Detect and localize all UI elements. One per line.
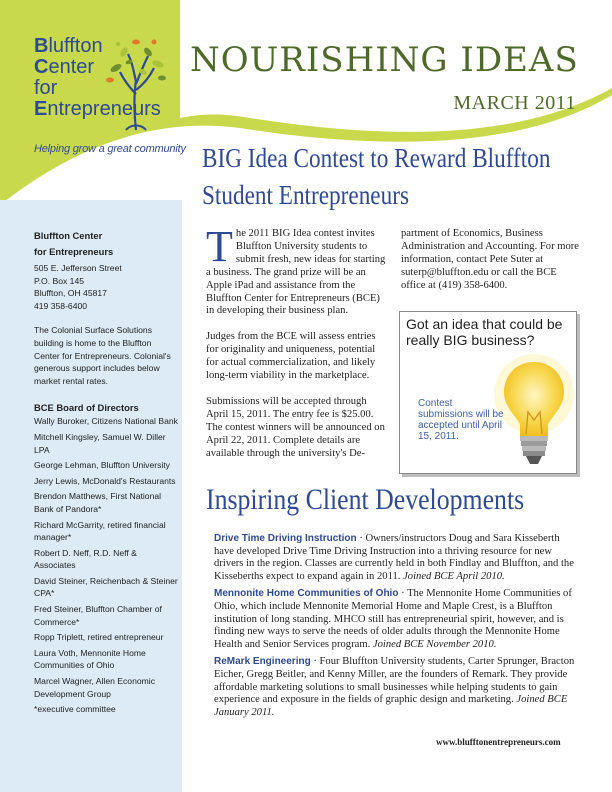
sidebar-content [34,228,179,716]
client-description: · The Mennonite Home Communities of Ohio, which include Mennonite Memorial Home and Maple Crest, is a Bluffton institution of long standing. MHCO still has entrepreneurial spirit, however, and is finding new ways to serve the needs of older adults through the Mennonite Home Health and Senior Services program. [214,588,572,650]
newsletter-title: NOURISHING IDEAS [190,40,579,80]
sidebar-description: The Colonial Surface Solutions building is home to the Bluffton Center for Entrepreneurs. Colonial's generous support includes below market rental rates. [34,325,171,386]
board-member: Fred Steiner, Bluffton Chamber of Commerce* [34,604,162,627]
board-member: Laura Voth, Mennonite Home Communities of Ohio [34,647,146,671]
sidebar-address [34,262,179,312]
logo-tagline: Helping grow a great community [34,143,186,155]
article-paragraph-3: Submissions will be accepted through April 15, 2011. The entry fee is $25.00. The contest winners will be announced on April 22, 2011. Complete details are available through the university's De- [206,395,385,459]
client-entry [214,656,578,719]
client-entry [214,588,578,651]
board-list [34,415,179,700]
board-member: Ropp Triplett, retired entrepreneur [34,632,164,643]
client-joined-date: Joined BCE November 2010. [372,638,497,650]
board-member: Richard McGarrity, retired financial manager* [34,519,166,543]
client-name: Drive Time Driving Instruction [214,533,357,544]
board-member: Brendon Matthews, First National Bank of Pandora* [34,491,162,514]
article-paragraph-2: Judges from the BCE will assess entries for originality and uniqueness, potential for actual commercialization, and likely long-term viability in the marketplace. [206,331,376,382]
logo-line-4: Entrepreneurs [34,98,161,120]
sidebar-org-title-1: Bluffton Center [34,230,103,241]
issue-date: MARCH 2011 [453,92,576,114]
website-url[interactable]: www.blufftonentrepreneurs.com [436,737,561,747]
board-member: Marcel Wagner, Allen Economic Development Group [34,676,155,699]
logo-wordmark [34,36,161,120]
board-member: David Steiner, Reichenbach & Steiner CPA* [34,575,178,599]
drop-cap: T [206,222,233,271]
board-member: Mitchell Kingsley, Samuel W. Diller LPA [34,431,166,455]
client-entry [214,533,578,583]
board-member: Robert D. Neff, R.D. Neff & Associates [34,547,137,571]
article-headline: BIG Idea Contest to Reward Bluffton Student Entrepreneurs [202,143,551,210]
client-name: Mennonite Home Communities of Ohio [214,588,399,600]
board-member: Wally Buroker, Citizens National Bank [34,416,178,427]
sidebar-org-title-2: for Entrepreneurs [34,246,114,257]
board-title: BCE Board of Directors [34,402,139,414]
client-description: · Owners/instructors Doug and Sara Kisseberth have developed Drive Time Driving Instruction into a thriving resource for new drivers in the region. Classes are currently held in both Findlay and Bluffton, and the Kisseberths expect to expand again in 2011. [214,533,574,582]
executive-committee-note: *executive committee [34,704,116,715]
address-line: Bluffton, OH 45817 [34,288,107,299]
client-list [214,533,578,724]
client-name: ReMark Engineering [214,656,311,668]
phone-line: 419 358-6400 [34,300,88,311]
callout-body: Contest submissions will be accepted until April 15, 2011. [418,398,504,442]
logo-line-1: Bluffton [34,35,103,57]
masthead [0,0,612,155]
section-headline: Inspiring Client Developments [206,483,525,516]
article-paragraph-1: The 2011 BIG Idea contest invites Bluffton University students to submit fresh, new ideas for starting a business. The grand prize will be an Apple iPad and assistance from the Bluffton Center for Entrepreneurs (BCE) in developing their business plan. [206,222,386,317]
client-description: · Four Bluffton University students, Carter Sprunger, Bracton Eicher, Gregg Beitler, and Kenny Miller, are the founders of Remark. They provide affordable marketing solutions to small businesses while helping students to gain experience and exposure in the fields of graphic design and marketing. [214,656,575,706]
callout-title: Got an idea that could be really BIG business? [406,316,563,348]
board-member: George Lehman, Bluffton University [34,460,170,471]
board-member: Jerry Lewis, McDonald's Restaurants [34,475,176,486]
contest-callout-box [399,311,577,474]
article-column-1 [206,222,386,474]
address-line: P.O. Box 145 [34,275,85,286]
logo-line-2: Center [34,56,95,78]
address-line: 505 E. Jefferson Street [34,263,122,273]
article-column-2: partment of Economics, Business Administration and Accounting. For more information, contact Pete Suter at suterp@bluffton.edu or call the BCE office at (419) 358-6400. [401,228,580,291]
client-joined-date: Joined BCE January 2011. [214,694,568,718]
client-joined-date: Joined BCE April 2010. [403,570,505,582]
logo-line-3: for [34,77,58,99]
